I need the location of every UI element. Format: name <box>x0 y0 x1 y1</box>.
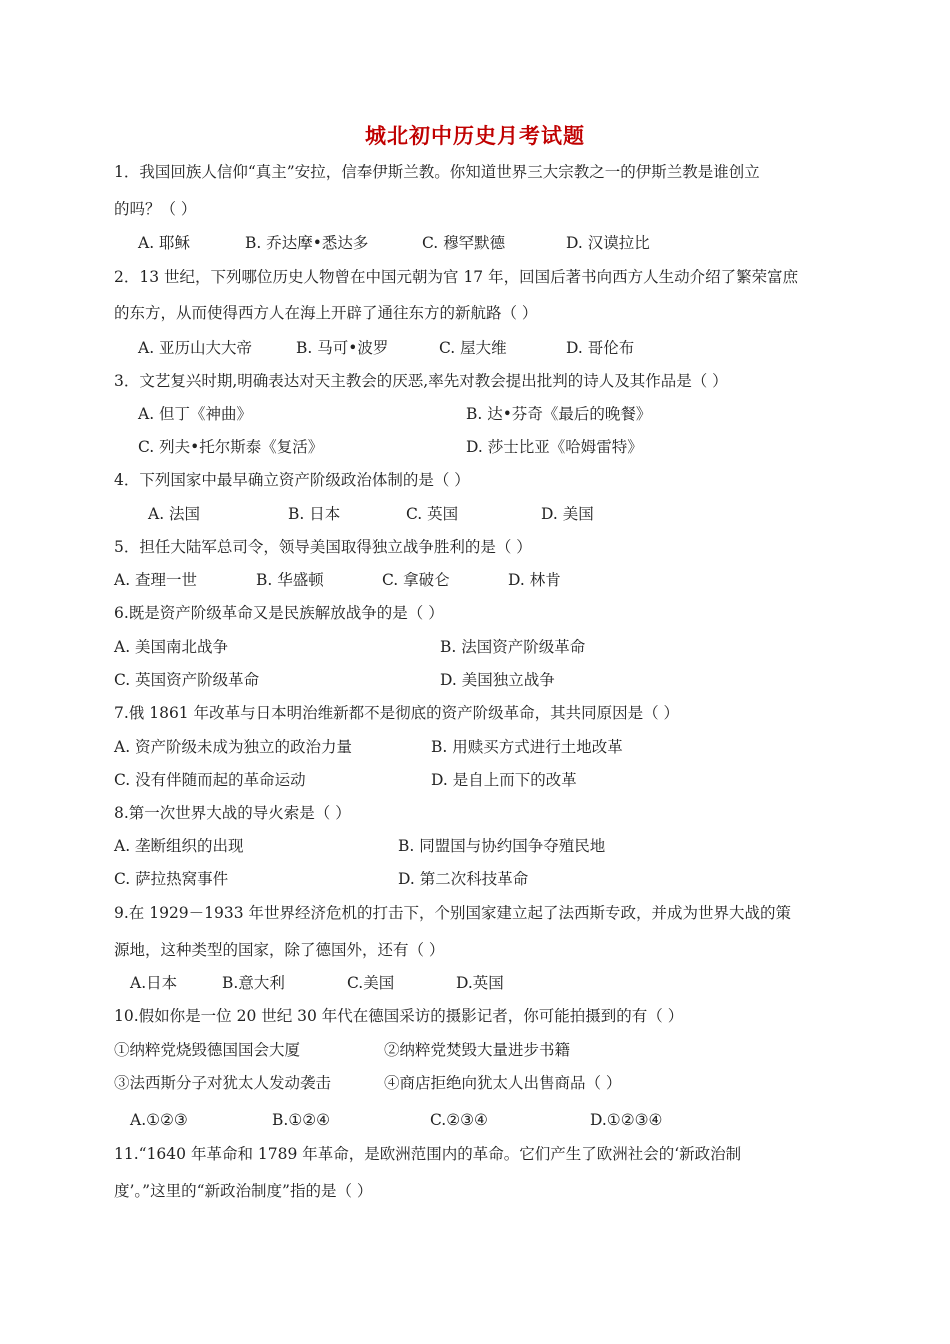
question-7-option-d: D. 是自上而下的改革 <box>431 771 577 789</box>
question-1-option-a: A. 耶稣 <box>138 234 191 252</box>
question-10-item-1: ①纳粹党烧毁德国国会大厦 <box>114 1041 301 1059</box>
question-8-option-a: A. 垄断组织的出现 <box>114 837 244 855</box>
question-9-option-b: B.意大利 <box>222 974 285 992</box>
question-10-item-4: ④商店拒绝向犹太人出售商品（ ） <box>384 1074 622 1092</box>
question-7-option-a: A. 资产阶级未成为独立的政治力量 <box>114 738 353 756</box>
question-10-stem: 10.假如你是一位 20 世纪 30 年代在德国采访的摄影记者，你可能拍摄到的有（ ） <box>114 1007 684 1025</box>
question-2-option-d: D. 哥伦布 <box>566 339 635 357</box>
question-10-option-d: D.①②③④ <box>590 1111 663 1129</box>
question-3-option-b: B. 达•芬奇《最后的晚餐》 <box>466 405 652 423</box>
question-1-stem-line-2: 的吗？（ ） <box>114 200 197 218</box>
question-9-option-d: D.英国 <box>456 974 504 992</box>
question-9-stem-line-1: 9.在 1929－1933 年世界经济危机的打击下，个别国家建立起了法西斯专政，并成为世界大战的策 <box>114 904 792 922</box>
question-1-option-d: D. 汉谟拉比 <box>566 234 650 252</box>
question-4-option-c: C. 英国 <box>406 505 459 523</box>
question-2-option-a: A. 亚历山大大帝 <box>138 339 253 357</box>
question-9-option-a: A.日本 <box>130 974 178 992</box>
question-11-stem-line-2: 度’。”这里的“新政治制度”指的是（ ） <box>114 1182 373 1200</box>
question-9-stem-line-2: 源地，这种类型的国家，除了德国外，还有（ ） <box>114 941 445 959</box>
question-1-option-b: B. 乔达摩•悉达多 <box>245 234 369 252</box>
question-9-option-c: C.美国 <box>347 974 395 992</box>
question-1-stem-line-1: 1．我国回族人信仰“真主”安拉，信奉伊斯兰教。你知道世界三大宗教之一的伊斯兰教是谁创立 <box>114 163 760 181</box>
question-4-option-a: A. 法国 <box>148 505 201 523</box>
question-4-option-b: B. 日本 <box>288 505 341 523</box>
question-8-option-d: D. 第二次科技革命 <box>398 870 529 888</box>
question-1-option-c: C. 穆罕默德 <box>422 234 506 252</box>
question-7-option-c: C. 没有伴随而起的革命运动 <box>114 771 306 789</box>
question-5-stem: 5．担任大陆军总司令，领导美国取得独立战争胜利的是（ ） <box>114 538 532 556</box>
question-3-option-a: A. 但丁《神曲》 <box>138 405 253 423</box>
question-2-stem-line-1: 2．13 世纪，下列哪位历史人物曾在中国元朝为官 17 年，回国后著书向西方人生动介绍了繁荣富庶 <box>114 268 799 286</box>
question-8-option-b: B. 同盟国与协约国争夺殖民地 <box>398 837 606 855</box>
question-10-option-a: A.①②③ <box>130 1111 188 1129</box>
question-5-option-d: D. 林肯 <box>508 571 561 589</box>
question-8-option-c: C. 萨拉热窝事件 <box>114 870 229 888</box>
question-7-option-b: B. 用赎买方式进行土地改革 <box>431 738 623 756</box>
question-5-option-b: B. 华盛顿 <box>256 571 324 589</box>
question-3-option-c: C. 列夫•托尔斯泰《复活》 <box>138 438 324 456</box>
question-3-stem: 3．文艺复兴时期,明确表达对天主教会的厌恶,率先对教会提出批判的诗人及其作品是（ ） <box>114 372 728 390</box>
question-2-stem-line-2: 的东方，从而使得西方人在海上开辟了通往东方的新航路（ ） <box>114 304 538 322</box>
question-10-option-b: B.①②④ <box>272 1111 331 1129</box>
question-8-stem: 8.第一次世界大战的导火索是（ ） <box>114 804 351 822</box>
question-11-stem-line-1: 11.“1640 年革命和 1789 年革命，是欧洲范围内的革命。它们产生了欧洲社会的‘新政治制 <box>114 1145 742 1163</box>
question-10-item-2: ②纳粹党焚毁大量进步书籍 <box>384 1041 571 1059</box>
question-6-stem: 6.既是资产阶级革命又是民族解放战争的是（ ） <box>114 604 444 622</box>
question-6-option-b: B. 法国资产阶级革命 <box>440 638 586 656</box>
question-10-option-c: C.②③④ <box>430 1111 488 1129</box>
question-4-stem: 4．下列国家中最早确立资产阶级政治体制的是（ ） <box>114 471 470 489</box>
question-6-option-c: C. 英国资产阶级革命 <box>114 671 260 689</box>
question-10-item-3: ③法西斯分子对犹太人发动袭击 <box>114 1074 332 1092</box>
question-6-option-a: A. 美国南北战争 <box>114 638 229 656</box>
question-3-option-d: D. 莎士比亚《哈姆雷特》 <box>466 438 643 456</box>
question-6-option-d: D. 美国独立战争 <box>440 671 555 689</box>
question-5-option-c: C. 拿破仑 <box>382 571 450 589</box>
question-4-option-d: D. 美国 <box>541 505 594 523</box>
question-5-option-a: A. 查理一世 <box>114 571 198 589</box>
question-7-stem: 7.俄 1861 年改革与日本明治维新都不是彻底的资产阶级革命，其共同原因是（ ） <box>114 704 680 722</box>
page-title: 城北初中历史月考试题 <box>365 123 585 148</box>
question-2-option-c: C. 屋大维 <box>439 339 507 357</box>
question-2-option-b: B. 马可•波罗 <box>296 339 389 357</box>
